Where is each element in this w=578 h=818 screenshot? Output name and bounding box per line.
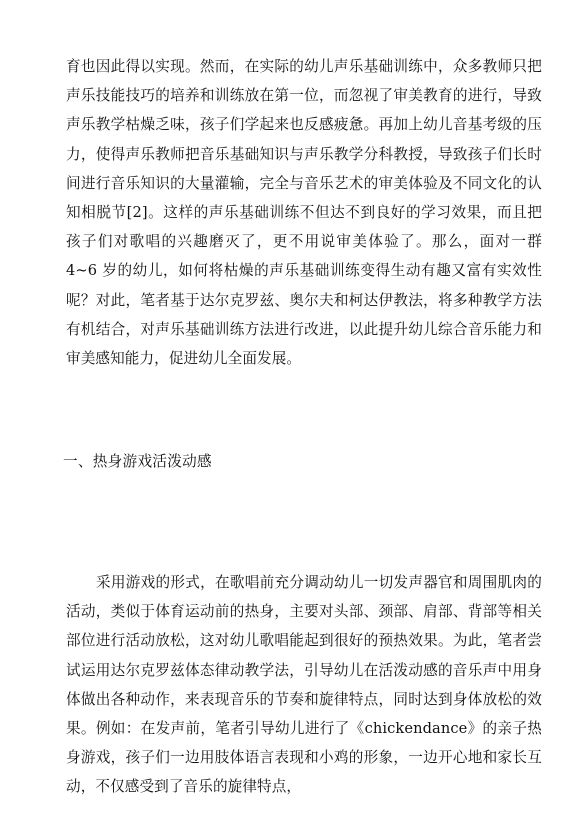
section-heading: 一、热身游戏活泼动感 [63, 453, 212, 470]
body-paragraph-intro: 育也因此得以实现。然而，在实际的幼儿声乐基础训练中，众多教师只把声乐技能技巧的培养和训练放在第一位，而忽视了审美教育的进行，导致声乐教学枯燥乏味，孩子们学起来也反感疲惫。再加上幼儿音基考级的压力，使得声乐教师把音乐基础知识与声乐教学分科教授，导致孩子们长时间进行音乐知识的大量灌输，完全与音乐艺术的审美体验及不同文化的认知相脱节[2]。这样的声乐基础训练不但达不到良好的学习效果，而且把孩子们对歌唱的兴趣磨灭了，更不用说审美体验了。那么，面对一群 4~6 岁的幼儿，如何将枯燥的声乐基础训练变得生动有趣又富有实效性呢？对此，笔者基于达尔克罗兹、奥尔夫和柯达伊教法，将多种教学方法有机结合，对声乐基础训练方法进行改进，以此提升幼儿综合音乐能力和审美感知能力，促进幼儿全面发展。 [66, 58, 542, 368]
body-paragraph-warmup: 采用游戏的形式，在歌唱前充分调动幼儿一切发声器官和周围肌肉的活动，类似于体育运动前的热身，主要对头部、颈部、肩部、背部等相关部位进行活动放松，这对幼儿歌唱能起到很好的预热效果。为此，笔者尝试运用达尔克罗兹体态律动教学法，引导幼儿在活泼动感的音乐声中用身体做出各种动作，来表现音乐的节奏和旋律特点，同时达到身体放松的效果。例如：在发声前，笔者引导幼儿进行了《chickendance》的亲子热身游戏，孩子们一边用肢体语言表现和小鸡的形象，一边开心地和家长互动，不仅感受到了音乐的旋律特点， [66, 574, 542, 796]
